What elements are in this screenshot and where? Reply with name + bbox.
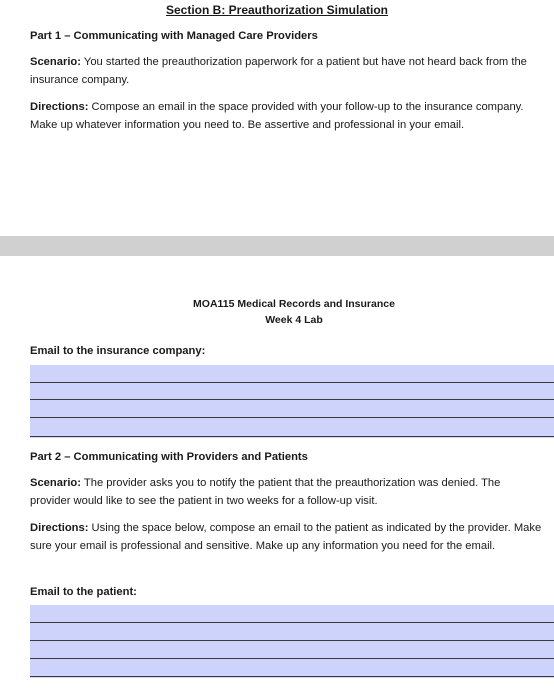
email-insurance-input-area[interactable] <box>30 365 554 438</box>
part1-scenario-label: Scenario: <box>30 56 81 68</box>
page-header <box>0 296 554 328</box>
part1-directions <box>30 98 545 134</box>
writing-line <box>30 658 554 659</box>
writing-line <box>30 399 554 400</box>
writing-line <box>30 676 554 677</box>
part2-heading: Part 2 – Communicating with Providers and Patients <box>30 451 308 463</box>
part2-directions <box>30 519 545 555</box>
page-break-divider <box>0 236 554 256</box>
writing-line <box>30 417 554 418</box>
email-insurance-label: Email to the insurance company: <box>30 345 206 357</box>
part2-scenario-text-line2: provider would like to see the patient in two weeks for a follow-up visit. <box>30 495 378 507</box>
part2-directions-text: Using the space below, compose an email to the patient as indicated by the provider. Make sure your email is professional and sensitive. Make up any information you need for the email. <box>30 522 542 552</box>
part1-scenario-text: You started the preauthorization paperwork for a patient but have not heard back from the insurance company. <box>30 56 527 86</box>
part1-scenario <box>30 53 545 89</box>
week-label: Week 4 Lab <box>265 314 323 326</box>
email-patient-input-area[interactable] <box>30 605 554 678</box>
email-patient-label: Email to the patient: <box>30 586 137 598</box>
part1-directions-label: Directions: <box>30 101 89 113</box>
writing-line <box>30 436 554 437</box>
writing-line <box>30 622 554 623</box>
writing-line <box>30 640 554 641</box>
part2-scenario-text-line1: The provider asks you to notify the patient that the preauthorization was denied. The <box>83 477 501 489</box>
writing-line <box>30 382 554 383</box>
part1-directions-text: Compose an email in the space provided with your follow-up to the insurance company. Make up whatever information you need to. Be assertive and professional in your email. <box>30 101 524 131</box>
part2-directions-label: Directions: <box>30 522 89 534</box>
section-title: Section B: Preauthorization Simulation <box>165 3 389 17</box>
part2-scenario-label: Scenario: <box>30 477 81 489</box>
course-title: MOA115 Medical Records and Insurance <box>193 298 395 310</box>
part2-scenario <box>30 474 554 510</box>
part1-heading: Part 1 – Communicating with Managed Care Providers <box>30 30 318 42</box>
